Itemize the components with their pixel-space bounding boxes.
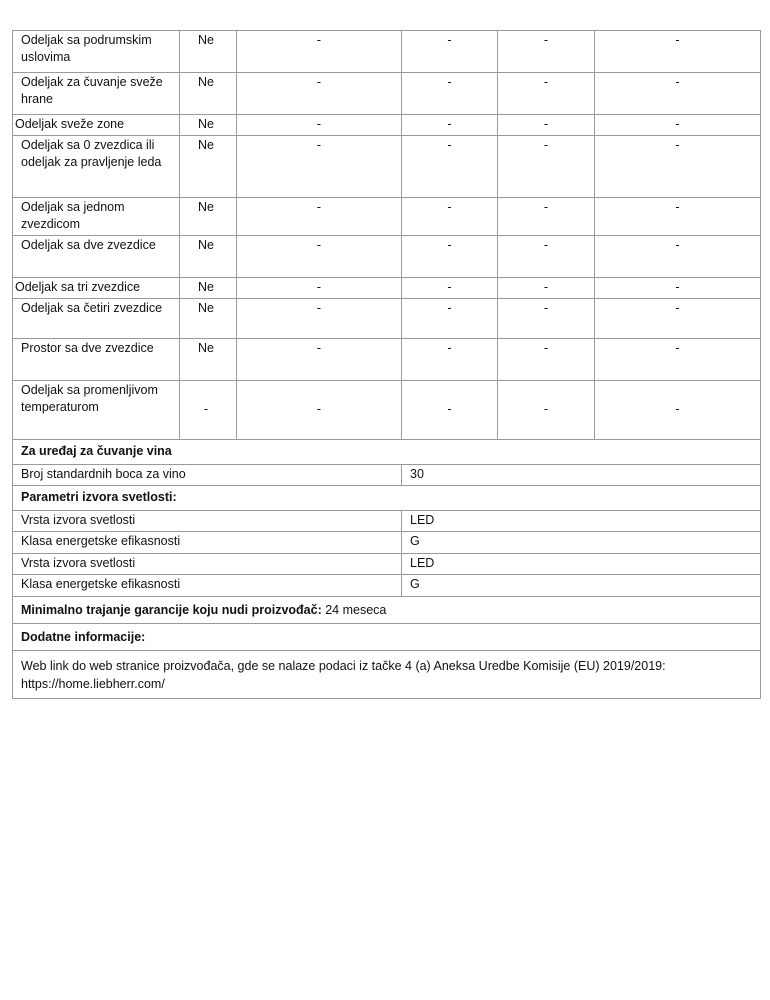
compartment-col-3: - bbox=[498, 278, 595, 299]
wine-heading: Za uređaj za čuvanje vina bbox=[13, 440, 761, 465]
compartment-col-3: - bbox=[498, 136, 595, 198]
compartment-col-2: - bbox=[402, 115, 498, 136]
compartment-value: Ne bbox=[180, 136, 237, 198]
compartment-col-4: - bbox=[595, 198, 761, 236]
compartment-col-2: - bbox=[402, 278, 498, 299]
table-row bbox=[13, 236, 761, 278]
compartment-col-1: - bbox=[237, 339, 402, 381]
compartment-value: Ne bbox=[180, 115, 237, 136]
compartment-label: Odeljak sveže zone bbox=[13, 115, 180, 136]
compartment-col-1: - bbox=[237, 73, 402, 115]
additional-info-text: Web link do web stranice proizvođača, gde se nalaze podaci iz tačke 4 (a) Aneksa Uredbe Komisije (EU) 2019/2019: https://home.liebherr.com/ bbox=[13, 651, 761, 699]
table-row bbox=[13, 532, 761, 554]
compartment-col-1: - bbox=[237, 31, 402, 73]
section-row bbox=[13, 440, 761, 465]
warranty-value: 24 meseca bbox=[325, 603, 387, 617]
compartment-col-3: - bbox=[498, 73, 595, 115]
table-row bbox=[13, 511, 761, 532]
compartment-value: Ne bbox=[180, 299, 237, 339]
compartment-label: Odeljak sa jednom zvezdicom bbox=[13, 198, 180, 236]
light-heading: Parametri izvora svetlosti: bbox=[13, 486, 761, 511]
table-row bbox=[13, 575, 761, 597]
compartment-label: Odeljak sa promenljivom temperaturom bbox=[13, 381, 180, 440]
table-row bbox=[13, 554, 761, 575]
wine-bottles-value: 30 bbox=[402, 465, 761, 486]
compartment-col-4: - bbox=[595, 136, 761, 198]
compartment-col-3: - bbox=[498, 31, 595, 73]
compartment-col-1: - bbox=[237, 115, 402, 136]
section-row bbox=[13, 486, 761, 511]
compartment-col-4: - bbox=[595, 381, 761, 440]
compartment-col-3: - bbox=[498, 299, 595, 339]
compartment-value: Ne bbox=[180, 339, 237, 381]
energy-class-label: Klasa energetske efikasnosti bbox=[13, 532, 402, 554]
compartment-col-3: - bbox=[498, 198, 595, 236]
table-row bbox=[13, 136, 761, 198]
table-row bbox=[13, 31, 761, 73]
section-row bbox=[13, 624, 761, 651]
light-source-type-value: LED bbox=[402, 511, 761, 532]
compartment-col-2: - bbox=[402, 136, 498, 198]
wine-bottles-label: Broj standardnih boca za vino bbox=[13, 465, 402, 486]
compartment-col-1: - bbox=[237, 198, 402, 236]
compartment-value: Ne bbox=[180, 31, 237, 73]
compartment-col-3: - bbox=[498, 339, 595, 381]
energy-class-label: Klasa energetske efikasnosti bbox=[13, 575, 402, 597]
compartment-col-4: - bbox=[595, 339, 761, 381]
compartment-label: Odeljak sa četiri zvezdice bbox=[13, 299, 180, 339]
compartment-col-4: - bbox=[595, 73, 761, 115]
light-source-type-label: Vrsta izvora svetlosti bbox=[13, 511, 402, 532]
compartment-col-4: - bbox=[595, 31, 761, 73]
table-row bbox=[13, 465, 761, 486]
compartment-value: - bbox=[180, 381, 237, 440]
compartment-col-2: - bbox=[402, 73, 498, 115]
compartment-col-4: - bbox=[595, 236, 761, 278]
additional-heading: Dodatne informacije: bbox=[13, 624, 761, 651]
compartment-label: Odeljak za čuvanje sveže hrane bbox=[13, 73, 180, 115]
compartment-label: Odeljak sa dve zvezdice bbox=[13, 236, 180, 278]
compartment-label: Odeljak sa podrumskim uslovima bbox=[13, 31, 180, 73]
table-row bbox=[13, 198, 761, 236]
light-source-type-value: LED bbox=[402, 554, 761, 575]
energy-info-table bbox=[12, 30, 761, 699]
table-row bbox=[13, 339, 761, 381]
light-source-type-label: Vrsta izvora svetlosti bbox=[13, 554, 402, 575]
table-row bbox=[13, 651, 761, 699]
compartment-col-4: - bbox=[595, 278, 761, 299]
compartment-col-2: - bbox=[402, 299, 498, 339]
compartment-col-3: - bbox=[498, 236, 595, 278]
table-row bbox=[13, 299, 761, 339]
table-row bbox=[13, 597, 761, 624]
compartment-label: Prostor sa dve zvezdice bbox=[13, 339, 180, 381]
compartment-col-4: - bbox=[595, 299, 761, 339]
compartment-col-1: - bbox=[237, 299, 402, 339]
energy-class-value: G bbox=[402, 532, 761, 554]
table-row bbox=[13, 278, 761, 299]
compartment-label: Odeljak sa tri zvezdice bbox=[13, 278, 180, 299]
compartment-col-3: - bbox=[498, 115, 595, 136]
compartment-col-2: - bbox=[402, 31, 498, 73]
compartment-value: Ne bbox=[180, 236, 237, 278]
compartment-col-1: - bbox=[237, 381, 402, 440]
compartment-col-2: - bbox=[402, 381, 498, 440]
energy-class-value: G bbox=[402, 575, 761, 597]
compartment-col-2: - bbox=[402, 236, 498, 278]
compartment-value: Ne bbox=[180, 198, 237, 236]
table-row bbox=[13, 381, 761, 440]
compartment-col-1: - bbox=[237, 136, 402, 198]
warranty-row bbox=[13, 597, 761, 624]
compartment-col-1: - bbox=[237, 236, 402, 278]
compartment-col-1: - bbox=[237, 278, 402, 299]
table-row bbox=[13, 73, 761, 115]
compartment-value: Ne bbox=[180, 73, 237, 115]
compartment-col-2: - bbox=[402, 339, 498, 381]
warranty-label: Minimalno trajanje garancije koju nudi proizvođač: bbox=[21, 603, 322, 617]
compartment-label: Odeljak sa 0 zvezdica ili odeljak za pravljenje leda bbox=[13, 136, 180, 198]
compartment-col-4: - bbox=[595, 115, 761, 136]
table-row bbox=[13, 115, 761, 136]
compartment-value: Ne bbox=[180, 278, 237, 299]
compartment-col-2: - bbox=[402, 198, 498, 236]
compartment-col-3: - bbox=[498, 381, 595, 440]
